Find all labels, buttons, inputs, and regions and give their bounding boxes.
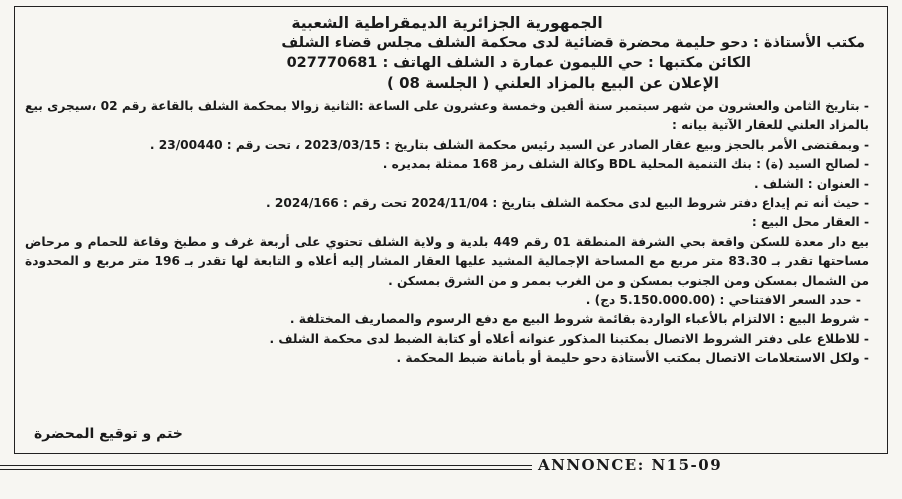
legal-notice	[14, 6, 888, 454]
republic-heading: الجمهورية الجزائرية الديمقراطية الشعبية	[291, 14, 603, 32]
property-description: بيع دار معدة للسكن واقعة بحي الشرفة المنطقة 01 رقم 449 بلدية و ولاية الشلف تحتوي على أربعة غرف و مطبخ وقاعة للحمام و مرحاض مساحتها تقدر بـ 83.30 متر مربع مع المساحة الإجمالية المشيد عليها العقار المشار إليه أعلاه و التابعة لها تقدر بـ 196 متر مربع و المحدودة من الشمال بمسكن ومن الجنوب بمسكن و من الغرب بممر و من الشرق بمسكن .	[25, 234, 870, 288]
consultation-line: - للاطلاع على دفتر الشروط الاتصال بمكتبنا المذكور عنوانه أعلاه أو كتابة الضبط لدى محكمة الشلف .	[269, 331, 869, 346]
property-heading: - العقار محل البيع :	[751, 215, 869, 230]
specifications-filing-line: - حيث أنه تم إيداع دفتر شروط البيع لدى محكمة الشلف بتاريخ : 2024/11/04 تحت رقم : 2024/166 .	[266, 196, 869, 211]
office-address: الكائن مكتبها : حي الليمون عمارة د الشلف الهاتف : 027770681	[286, 55, 751, 71]
notice-body	[25, 97, 869, 369]
inquiries-line: - ولكل الاستعلامات الاتصال بمكتب الأستاذة دحو حليمة أو بأمانة ضبط المحكمة .	[396, 351, 869, 366]
address-line: - العنوان : الشلف .	[753, 176, 869, 191]
office-heading: مكتب الأستاذة : دحو حليمة محضرة قضائية لدى محكمة الشلف مجلس قضاء الشلف	[281, 35, 865, 51]
seizure-order-line: - وبمقتضى الأمر بالحجز وبيع عقار الصادر عن السيد رئيس محكمة الشلف بتاريخ : 2023/03/15 ، تحت رقم : 23/00440 .	[149, 137, 869, 152]
creditor-line: - لصالح السيد (ة) : بنك التنمية المحلية BDL وكالة الشلف رمز 168 ممثلة بمديره .	[382, 157, 869, 172]
bailiff-signature: ختم و توقيع المحضرة	[34, 426, 183, 442]
sale-date-paragraph: - بتاريخ الثامن والعشرون من شهر سبتمبر سنة ألفين وخمسة وعشرون على الساعة :الثانية زوالا بمحكمة الشلف بالقاعة رقم 02 ،سيجرى بيع بالمزاد العلني للعقار الآتية بيانه :	[25, 99, 869, 133]
annonce-number: ANNONCE: N15-09	[538, 456, 723, 474]
footer-rule	[0, 465, 532, 466]
footer-rule-secondary	[0, 469, 532, 470]
sale-conditions-line: - شروط البيع : الالتزام بالأعباء الواردة بقائمة شروط البيع مع دفع الرسوم والمصاريف المختلفة .	[289, 312, 869, 327]
opening-price-line: - حدد السعر الافتتاحي : (5.150.000.00 دج) .	[585, 293, 861, 308]
notice-title: الإعلان عن البيع بالمزاد العلني ( الجلسة 08 )	[387, 74, 719, 92]
annonce-footer	[0, 456, 902, 476]
